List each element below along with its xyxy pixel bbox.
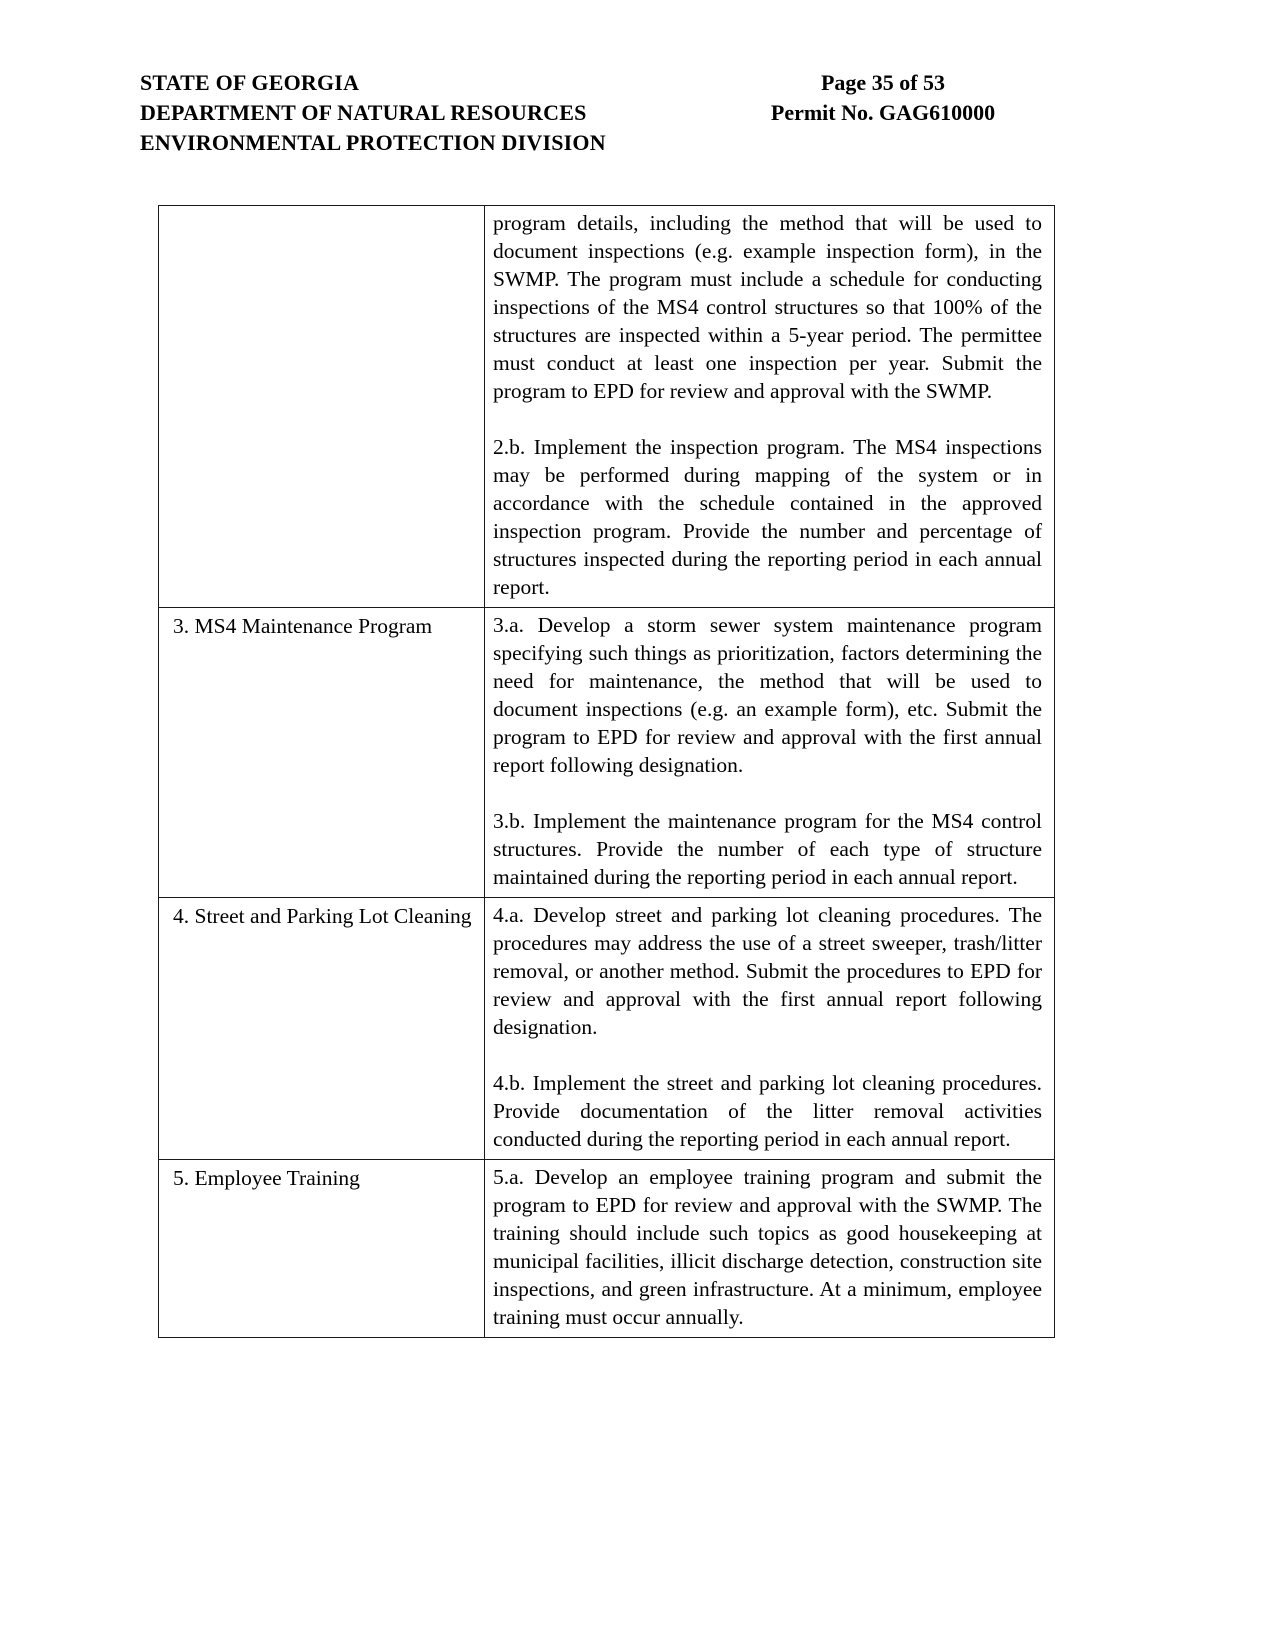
requirement-paragraph: 4.a. Develop street and parking lot cleaning procedures. The procedures may address the use of a street sweeper, trash/litter removal, or another method. Submit the procedures to EPD for review and approval with the first annual report following designation.	[493, 903, 1042, 1039]
agency-header-block	[140, 68, 606, 158]
permit-requirements-table	[158, 205, 1055, 1338]
requirement-paragraph: program details, including the method that will be used to document inspections (e.g. example inspection form), in the SWMP. The program must include a schedule for conducting inspections of the MS4 control structures so that 100% of the structures are inspected within a 5-year period. The permittee must conduct at least one inspection per year. Submit the program to EPD for review and approval with the SWMP.	[493, 211, 1042, 403]
agency-line-department: DEPARTMENT OF NATURAL RESOURCES	[140, 100, 587, 125]
program-label: 5. Employee Training	[173, 1166, 360, 1190]
requirements-cell	[485, 1160, 1055, 1338]
requirement-paragraph: 4.b. Implement the street and parking lot cleaning procedures. Provide documentation of the litter removal activities conducted during the reporting period in each annual report.	[493, 1071, 1042, 1151]
agency-line-state: STATE OF GEORGIA	[140, 70, 360, 95]
program-label-cell	[159, 206, 485, 608]
permit-number: Permit No. GAG610000	[770, 100, 996, 125]
table-row-continuation	[159, 206, 1055, 608]
program-label-cell	[159, 608, 485, 898]
requirement-paragraph: 5.a. Develop an employee training program and submit the program to EPD for review and approval with the SWMP. The training should include such topics as good housekeeping at municipal facilities, illicit discharge detection, construction site inspections, and green infrastructure. At a minimum, employee training must occur annually.	[493, 1165, 1042, 1329]
page-number: Page 35 of 53	[820, 70, 946, 95]
program-label: 4. Street and Parking Lot Cleaning	[173, 904, 472, 928]
program-label-cell	[159, 1160, 485, 1338]
table-row-street-cleaning	[159, 898, 1055, 1160]
program-label-cell	[159, 898, 485, 1160]
requirement-paragraph: 3.b. Implement the maintenance program for the MS4 control structures. Provide the number of each type of structure maintained during the reporting period in each annual report.	[493, 809, 1042, 889]
requirement-paragraph: 3.a. Develop a storm sewer system maintenance program specifying such things as prioritization, factors determining the need for maintenance, the method that will be used to document inspections (e.g. an example form), etc. Submit the program to EPD for review and approval with the first annual report following designation.	[493, 613, 1042, 777]
page-info-block	[752, 68, 1014, 128]
requirements-cell	[485, 898, 1055, 1160]
requirements-cell	[485, 608, 1055, 898]
requirement-paragraph: 2.b. Implement the inspection program. The MS4 inspections may be performed during mapping of the system or in accordance with the schedule contained in the approved inspection program. Provide the number and percentage of structures inspected during the reporting period in each annual report.	[493, 435, 1042, 599]
table-row-maintenance-program	[159, 608, 1055, 898]
program-label: 3. MS4 Maintenance Program	[173, 614, 433, 638]
table-row-employee-training	[159, 1160, 1055, 1338]
agency-line-division: ENVIRONMENTAL PROTECTION DIVISION	[140, 130, 606, 155]
requirements-cell	[485, 206, 1055, 608]
